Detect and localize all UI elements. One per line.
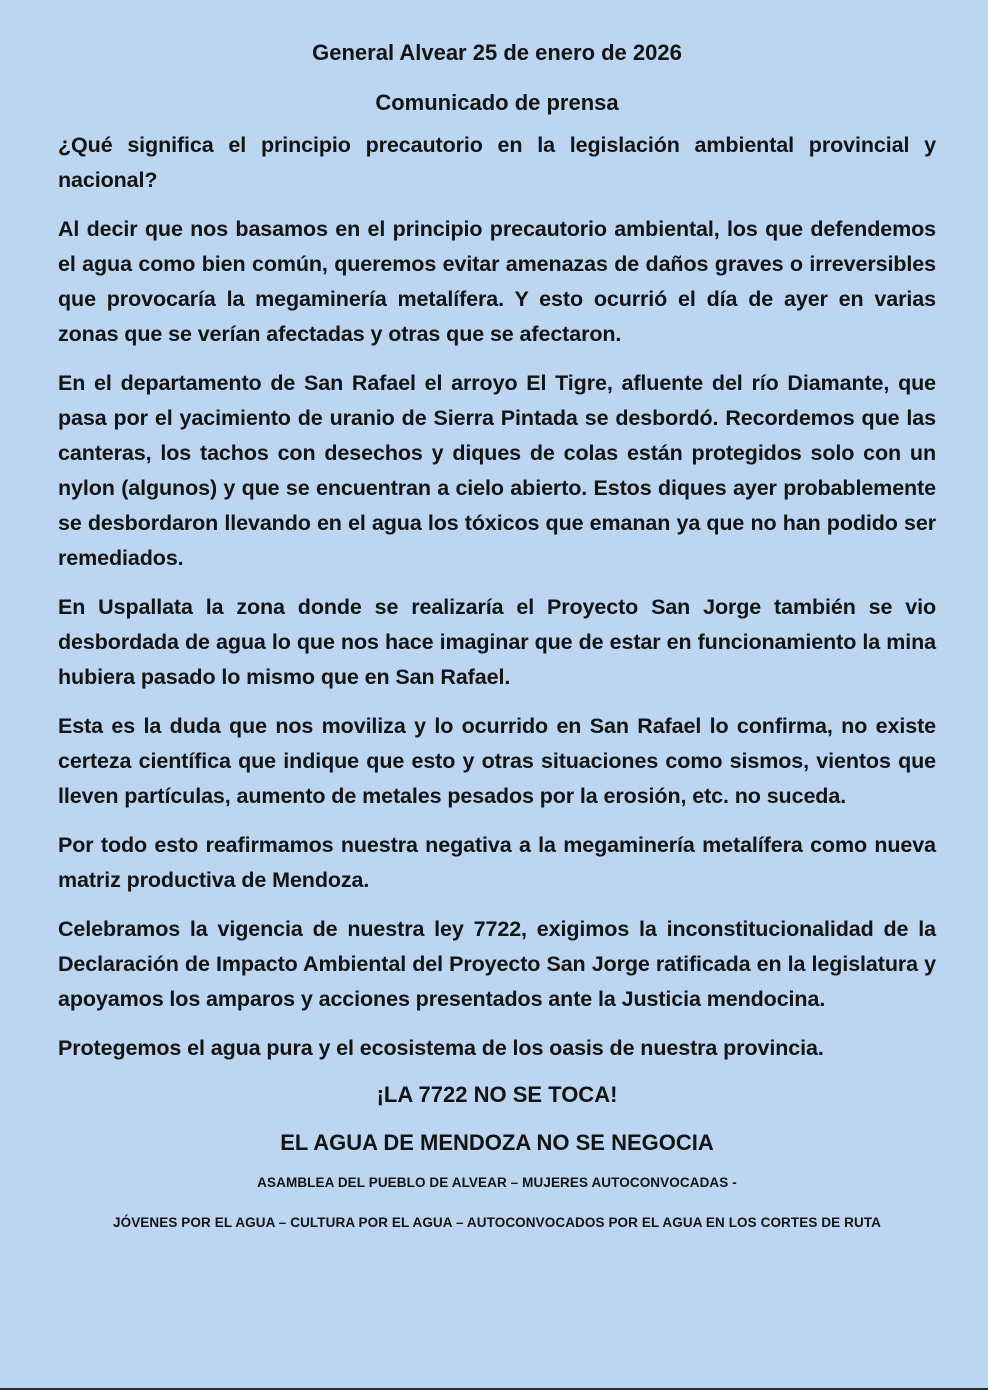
document-subtitle: Comunicado de prensa bbox=[375, 90, 619, 115]
slogan-law: ¡LA 7722 NO SE TOCA! bbox=[376, 1082, 618, 1107]
paragraph-precautionary-principle: Al decir que nos basamos en el principio precautorio ambiental, los que defendemos el agua como bien común, queremos evitar amenazas de daños graves o irreversibles que provocaría la megaminería metalífera. Y esto ocurrió el día de ayer en varias zonas que se verían afectadas y otras que se afectaron. bbox=[58, 217, 936, 346]
paragraph-reaffirm: Por todo esto reafirmamos nuestra negativa a la megaminería metalífera como nueva matriz productiva de Mendoza. bbox=[58, 833, 936, 892]
paragraph-doubt: Esta es la duda que nos moviliza y lo ocurrido en San Rafael lo confirma, no existe certeza científica que indique que esto y otras situaciones como sismos, vientos que lleven partículas, aumento de metales pesados por la erosión, etc. no suceda. bbox=[58, 714, 936, 808]
date-line: General Alvear 25 de enero de 2026 bbox=[312, 40, 682, 65]
paragraph-law-7722: Celebramos la vigencia de nuestra ley 7722, exigimos la inconstitucionalidad de la Declaración de Impacto Ambiental del Proyecto San Jorge ratificada en la legislatura y apoyamos los amparos y acciones presentados ante la Justicia mendocina. bbox=[58, 917, 936, 1011]
slogan-water: EL AGUA DE MENDOZA NO SE NEGOCIA bbox=[280, 1130, 714, 1155]
paragraph-uspallata: En Uspallata la zona donde se realizaría el Proyecto San Jorge también se vio desbordada de agua lo que nos hace imaginar que de estar en funcionamiento la mina hubiera pasado lo mismo que en San Rafael. bbox=[58, 595, 936, 689]
signatories-line-2: JÓVENES POR EL AGUA – CULTURA POR EL AGUA – AUTOCONVOCADOS POR EL AGUA EN LOS CORTES DE RUTA bbox=[112, 1215, 882, 1230]
signatories-line-1: ASAMBLEA DEL PUEBLO DE ALVEAR – MUJERES AUTOCONVOCADAS - bbox=[257, 1175, 737, 1190]
press-release-document bbox=[58, 38, 936, 1232]
paragraph-san-rafael: En el departamento de San Rafael el arroyo El Tigre, afluente del río Diamante, que pasa por el yacimiento de uranio de Sierra Pintada se desbordó. Recordemos que las canteras, los tachos con desechos y diques de colas están protegidos solo con un nylon (algunos) y que se encuentran a cielo abierto. Estos diques ayer probablemente se desbordaron llevando en el agua los tóxicos que emanan ya que no han podido ser remediados. bbox=[58, 371, 936, 570]
paragraph-question: ¿Qué significa el principio precautorio en la legislación ambiental provincial y nacional? bbox=[58, 133, 936, 192]
paragraph-protect-water: Protegemos el agua pura y el ecosistema de los oasis de nuestra provincia. bbox=[58, 1036, 824, 1060]
